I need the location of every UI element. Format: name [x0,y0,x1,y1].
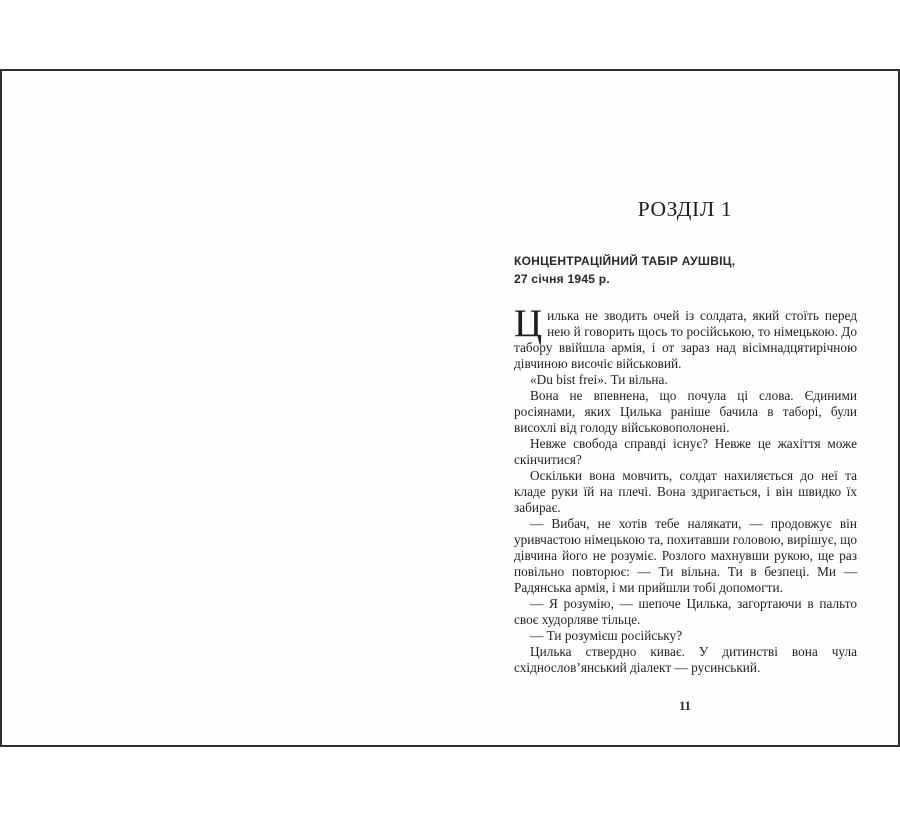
paragraph: Вона не впевнена, що почула ці слова. Єдиними росіянами, яких Цилька раніше бачила в таборі, були висохлі від голоду військовополонені. [514,388,857,435]
book-spread-scan [0,69,900,747]
paragraph: Оскільки вона мовчить, солдат нахиляється до неї та кладе руки їй на плечі. Вона здригається, і він швидко їх забирає. [514,468,857,515]
drop-cap: Ц [514,302,543,345]
paragraph: Невже свобода справді існує? Невже це жахіття може скінчитися? [514,436,857,467]
page-number: 11 [679,699,691,713]
paragraph-first [514,302,857,372]
subtitle-location: КОНЦЕНТРАЦІЙНИЙ ТАБІР АУШВІЦ, [514,254,736,268]
paragraph: — Ти розумієш російську? [530,628,683,643]
right-page [513,71,857,745]
paragraph: «Du bist frei». Ти вільна. [530,372,668,387]
left-page-blank [2,71,450,745]
paragraph: — Я розумію, — шепоче Цилька, загортаючи в пальто своє худорляве тільце. [514,596,857,627]
paragraph: Цилька ствердно киває. У дитинстві вона чула східнослов’янський діалект — русинський. [514,644,857,675]
paragraph-text: илька не зводить очей із солдата, який стоїть перед нею й говорить щось то російською, то німецькою. До табору ввійшла армія, і от зараз над вісімнадцятирічною дівчиною височіє військовий. [514,308,857,371]
chapter-title: РОЗДІЛ 1 [637,197,733,221]
paragraph: — Вибач, не хотів тебе налякати, — продовжує він уривчастою німецькою та, похитавши головою, вирішує, що дівчина його не розуміє. Розлого махнувши рукою, ще раз повільно повторює: — Ти вільна. Ти в безпеці. Ми — Радянська армія, і ми прийшли тобі допомогти. [514,516,857,595]
subtitle-date: 27 січня 1945 р. [514,272,610,286]
body-text [514,302,857,676]
chapter-subtitle [514,252,735,288]
